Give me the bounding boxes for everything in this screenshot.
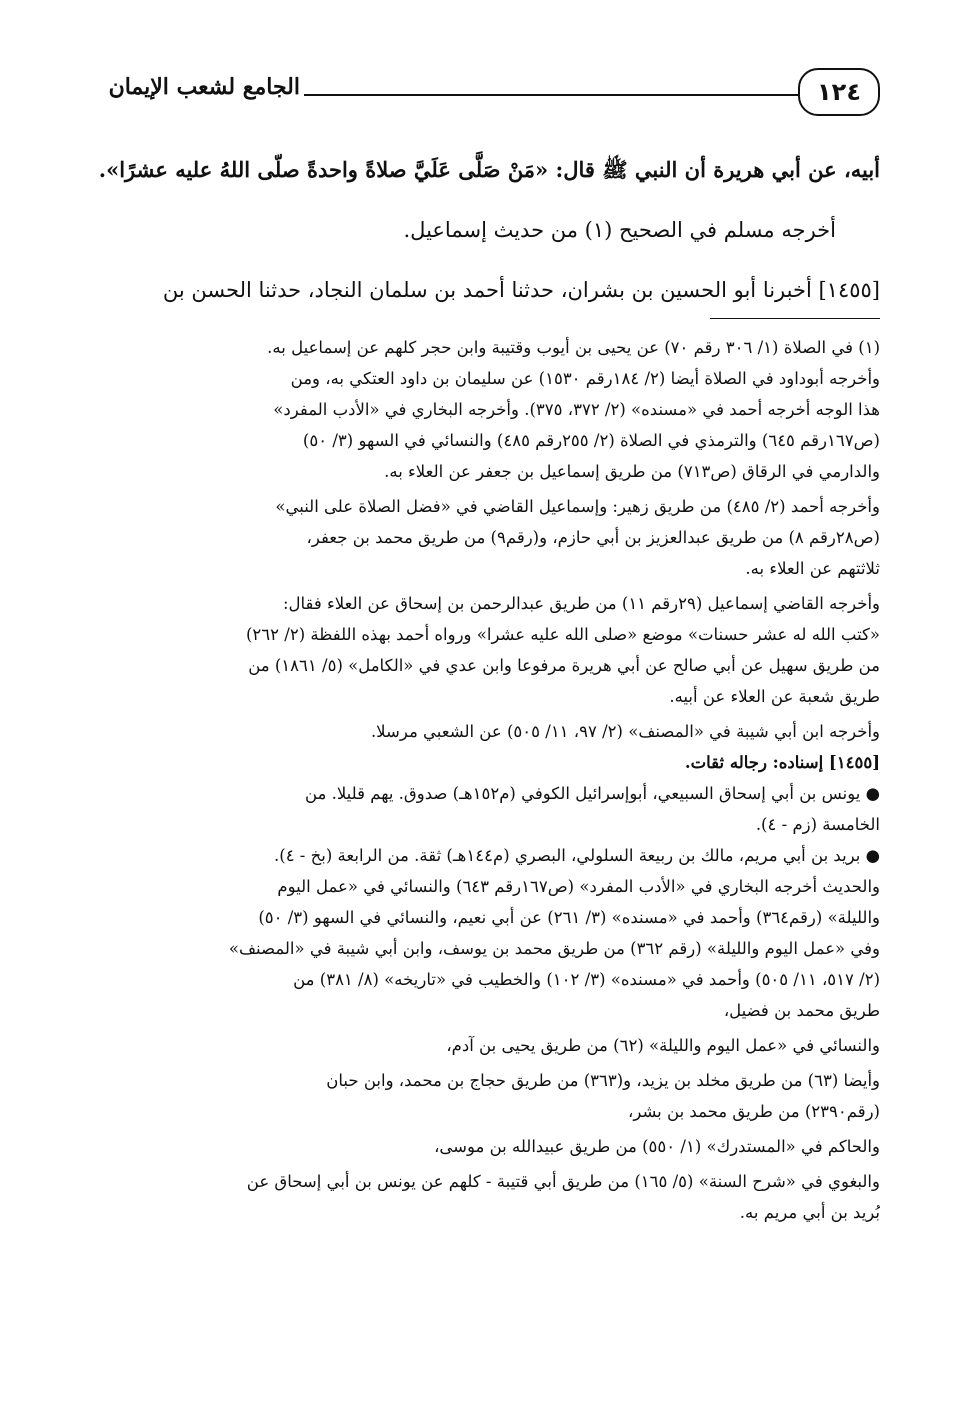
isnad-heading: [١٤٥٥] إسناده: رجاله ثقات. — [684, 753, 880, 772]
header-rule — [304, 94, 798, 96]
footnote-line: والحديث أخرجه البخاري في «الأدب المفرد» (ص١٦٧رقم ٦٤٣) والنسائي في «عمل اليوم — [277, 877, 880, 896]
main-line-2: أخرجه مسلم في الصحيح (١) من حديث إسماعيل. — [403, 218, 836, 242]
main-line-1: أبيه، عن أبي هريرة أن النبي ﷺ قال: «مَنْ صَلَّى عَلَيَّ صلاةً واحدةً صلّى اللهُ عليه عشرًا». — [98, 157, 880, 182]
main-text — [80, 140, 880, 320]
page-number: ١٢٤ — [798, 68, 880, 116]
footnote-line: وأخرجه ابن أبي شيبة في «المصنف» (٢/ ٩٧، ١١/ ٥٠٥) عن الشعبي مرسلا. — [370, 722, 880, 741]
footnote-line: والبغوي في «شرح السنة» (٥/ ١٦٥) من طريق أبي قتيبة - كلهم عن يونس بن أبي إسحاق عن — [246, 1172, 880, 1191]
footnote-line: (٢/ ٥١٧، ١١/ ٥٠٥) وأحمد في «مسنده» (٣/ ١٠٢) والخطيب في «تاريخه» (٨/ ٣٨١) من — [293, 970, 880, 989]
footnote-line: وأيضا (٦٣) من طريق مخلد بن يزيد، و(٣٦٣) من طريق حجاج بن محمد، وابن حبان — [326, 1071, 880, 1090]
footnote-line: (رقم٢٣٩٠) من طريق محمد بن بشر، — [628, 1102, 880, 1121]
narrator-line: الخامسة (زم - ٤). — [755, 815, 880, 834]
footnote-line: من طريق سهيل عن أبي صالح عن أبي هريرة مرفوعا وابن عدي في «الكامل» (٥/ ١٨٦١) من — [248, 656, 880, 675]
footnote-line: بُريد بن أبي مريم به. — [739, 1203, 880, 1222]
footnote-line: وأخرجه القاضي إسماعيل (٢٩رقم ١١) من طريق عبدالرحمن بن إسحاق عن العلاء فقال: — [282, 594, 880, 613]
narrator-line: ● بريد بن أبي مريم، مالك بن ربيعة السلولي، البصري (م١٤٤هـ) ثقة. من الرابعة (بخ - ٤). — [274, 846, 880, 865]
footnote-separator — [710, 318, 880, 319]
footnote-line: ثلاثتهم عن العلاء به. — [745, 559, 880, 578]
footnote-line: هذا الوجه أخرجه أحمد في «مسنده» (٢/ ٣٧٢، ٣٧٥). وأخرجه البخاري في «الأدب المفرد» — [273, 400, 880, 419]
footnote-line: (ص١٦٧رقم ٦٤٥) والترمذي في الصلاة (٢/ ٢٥٥رقم ٤٨٥) والنسائي في السهو (٣/ ٥٠) — [302, 431, 880, 450]
footnote-line: والنسائي في «عمل اليوم والليلة» (٦٢) من طريق يحيى بن آدم، — [446, 1036, 880, 1055]
footnote-line: وفي «عمل اليوم والليلة» (رقم ٣٦٢) من طريق محمد بن يوسف، وابن أبي شيبة في «المصنف» — [228, 939, 880, 958]
footnotes — [80, 332, 880, 1228]
footnote-line: وأخرجه أبوداود في الصلاة أيضا (٢/ ١٨٤رقم ١٥٣٠) عن سليمان بن داود العتكي به، ومن — [290, 369, 880, 388]
footnote-line: طريق محمد بن فضيل، — [723, 1001, 880, 1020]
footnote-line: وأخرجه أحمد (٢/ ٤٨٥) من طريق زهير: وإسماعيل القاضي في «فضل الصلاة على النبي» — [275, 497, 880, 516]
footnote-line: (ص٢٨رقم ٨) من طريق عبدالعزيز بن أبي حازم، و(رقم٩) من طريق محمد بن جعفر، — [306, 528, 880, 547]
narrator-line: ● يونس بن أبي إسحاق السبيعي، أبوإسرائيل الكوفي (م١٥٢هـ) صدوق. يهم قليلا. من — [304, 784, 880, 803]
footnote-line: والحاكم في «المستدرك» (١/ ٥٥٠) من طريق عبيدالله بن موسى، — [434, 1137, 880, 1156]
footnote-line: «كتب الله له عشر حسنات» موضع «صلى الله عليه عشرا» ورواه أحمد بهذه اللفظة (٢/ ٢٦٢) — [245, 625, 880, 644]
footnote-line: طريق شعبة عن العلاء عن أبيه. — [669, 687, 880, 706]
running-title: الجامع لشعب الإيمان — [108, 74, 300, 100]
main-line-3: [١٤٥٥] أخبرنا أبو الحسين بن بشران، حدثنا أحمد بن سلمان النجاد، حدثنا الحسن بن — [162, 278, 880, 302]
footnote-line: (١) في الصلاة (١/ ٣٠٦ رقم ٧٠) عن يحيى بن أيوب وقتيبة وابن حجر كلهم عن إسماعيل به. — [267, 338, 880, 357]
footnote-line: والليلة» (رقم٣٦٤) وأحمد في «مسنده» (٣/ ٢٦١) عن أبي نعيم، والنسائي في السهو (٣/ ٥٠) — [258, 908, 880, 927]
footnote-line: والدارمي في الرقاق (ص٧١٣) من طريق إسماعيل بن جعفر عن العلاء به. — [384, 462, 880, 481]
page-header — [80, 68, 880, 122]
